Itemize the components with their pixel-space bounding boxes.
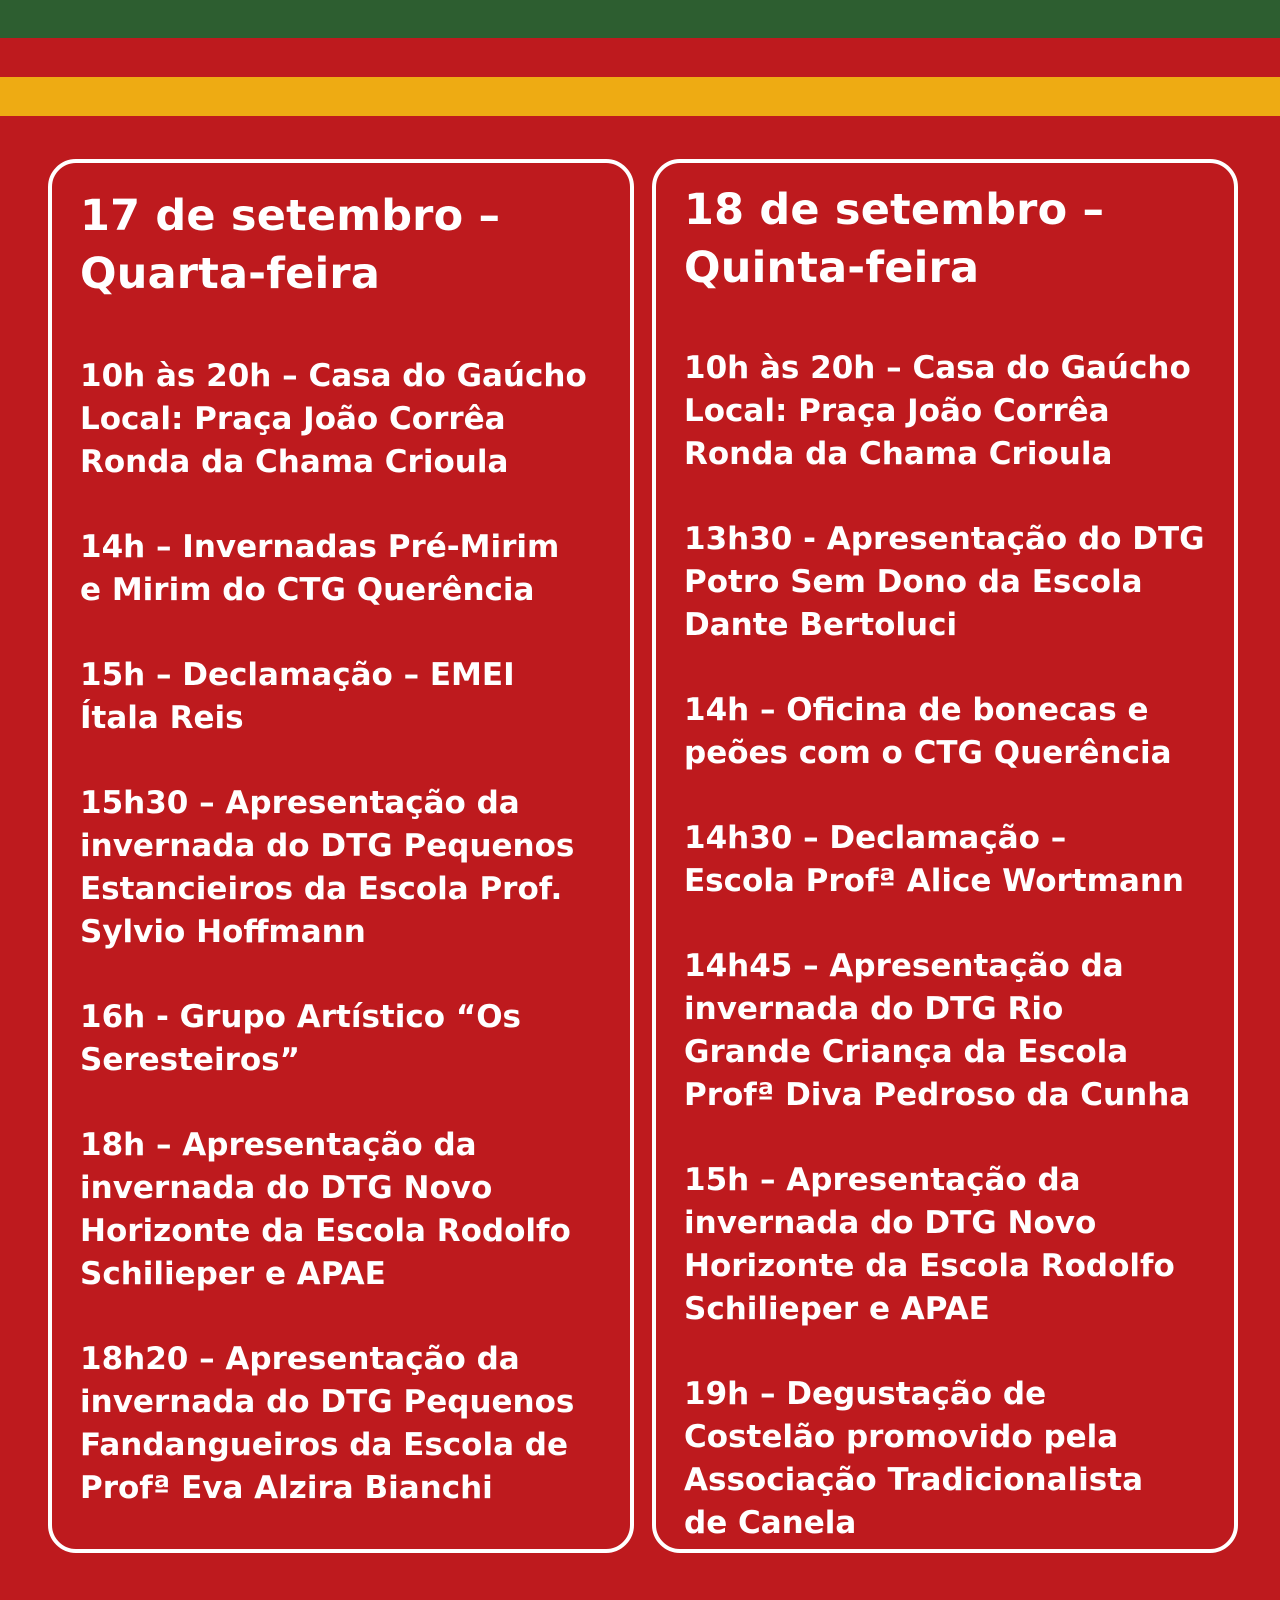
event-text-line: de Canela [684,1505,857,1541]
event-text-line: Profª Diva Pedroso da Cunha [684,1077,1191,1113]
event-text-line: Escola Profª Alice Wortmann [684,863,1184,899]
event-text-line: Costelão promovido pela [684,1419,1119,1455]
event-text-line: Estancieiros da Escola Prof. [80,871,563,907]
event-text-line: Profª Eva Alzira Bianchi [80,1470,493,1506]
event-item [80,1338,624,1510]
event-text-line: 18h20 – Apresentação da [80,1341,520,1377]
event-text-line: Schilieper e APAE [684,1291,990,1327]
day-column-17-setembro [48,159,634,1553]
event-text-line: Fandangueiros da Escola de [80,1427,569,1463]
flag-stripe-yellow [0,77,1280,116]
event-text-line: Ronda da Chama Crioula [684,436,1113,472]
event-item [80,996,624,1082]
event-item [80,355,624,484]
day-title-date: 17 de setembro – [80,191,501,241]
day-title-date: 18 de setembro – [684,185,1105,235]
event-text-line: Sylvio Hoffmann [80,914,366,950]
flag-stripe-green [0,0,1280,38]
event-text-line: 15h – Declamação – EMEI [80,657,515,693]
event-text-line: 15h – Apresentação da [684,1162,1081,1198]
event-text-line: 10h às 20h – Casa do Gaúcho [80,358,587,394]
event-text-line: invernada do DTG Pequenos [80,828,575,864]
event-text-line: 10h às 20h – Casa do Gaúcho [684,350,1191,386]
event-text-line: Local: Praça João Corrêa [80,401,506,437]
event-text-line: Dante Bertoluci [684,607,958,643]
event-text-line: invernada do DTG Novo [684,1205,1097,1241]
event-text-line: Horizonte da Escola Rodolfo [684,1248,1175,1284]
event-item [80,526,624,612]
event-text-line: peões com o CTG Querência [684,735,1172,771]
day-column-18-setembro [652,159,1238,1553]
event-text-line: Ítala Reis [80,700,244,736]
event-text-line: e Mirim do CTG Querência [80,572,535,608]
event-text-line: 14h – Oficina de bonecas e [684,692,1149,728]
day-title-weekday: Quinta-feira [684,243,980,293]
event-item [684,1159,1228,1331]
event-text-line: invernada do DTG Rio [684,991,1064,1027]
event-text-line: 16h - Grupo Artístico “Os [80,999,522,1035]
event-text-line: 18h – Apresentação da [80,1127,477,1163]
event-list [684,347,1228,1587]
event-text-line: 14h45 – Apresentação da [684,948,1124,984]
event-text-line: Ronda da Chama Crioula [80,444,509,480]
event-text-line: invernada do DTG Novo [80,1170,493,1206]
event-text-line: 14h30 – Declamação – [684,820,1067,856]
event-text-line: 19h – Degustação de [684,1376,1047,1412]
event-item [684,689,1228,775]
event-item [684,817,1228,903]
event-item [80,1124,624,1296]
flag-stripe-red [0,38,1280,77]
event-text-line: 14h – Invernadas Pré-Mirim [80,529,560,565]
event-item [80,782,624,954]
event-text-line: Potro Sem Dono da Escola [684,564,1143,600]
event-text-line: invernada do DTG Pequenos [80,1384,575,1420]
event-text-line: Horizonte da Escola Rodolfo [80,1213,571,1249]
event-item [684,1373,1228,1545]
day-title [80,187,620,303]
day-title [684,181,1224,297]
event-item [684,945,1228,1117]
event-text-line: Seresteiros” [80,1042,300,1078]
event-text-line: 15h30 – Apresentação da [80,785,520,821]
event-text-line: Associação Tradicionalista [684,1462,1143,1498]
event-text-line: 13h30 - Apresentação do DTG [684,521,1205,557]
event-text-line: Local: Praça João Corrêa [684,393,1110,429]
event-text-line: Grande Criança da Escola [684,1034,1129,1070]
event-item [684,518,1228,647]
event-item [684,347,1228,476]
event-list [80,355,624,1552]
event-item [80,654,624,740]
day-title-weekday: Quarta-feira [80,249,381,299]
event-text-line: Schilieper e APAE [80,1256,386,1292]
